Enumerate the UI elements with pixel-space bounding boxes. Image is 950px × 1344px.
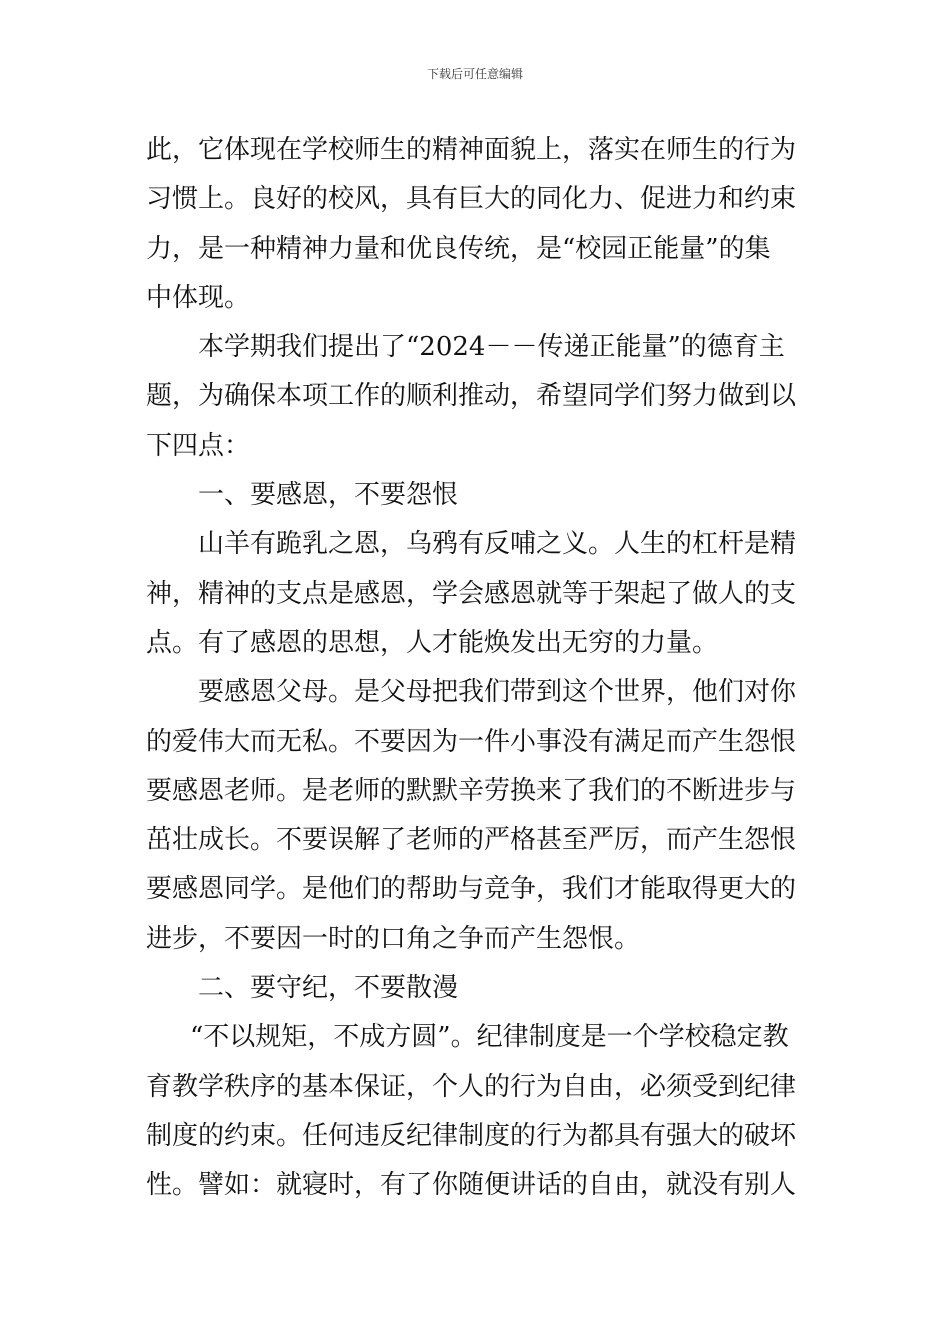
- text-line: 点。有了感恩的思想，人才能焕发出无穷的力量。: [146, 627, 719, 658]
- section-heading: 二、要守纪，不要散漫: [198, 973, 459, 1004]
- page-header: 下载后可任意编辑: [426, 67, 523, 81]
- text-line: 题，为确保本项工作的顺利推动，希望同学们努力做到以: [146, 381, 797, 412]
- text-line: 神，精神的支点是感恩，学会感恩就等于架起了做人的支: [146, 578, 797, 609]
- text-line: 育教学秩序的基本保证，个人的行为自由，必须受到纪律: [146, 1071, 797, 1102]
- text-line: 中体现。: [146, 282, 251, 313]
- text-line: 力，是一种精神力量和优良传统，是“校园正能量”的集: [146, 233, 771, 264]
- text-line: 性。譬如：就寝时，有了你随便讲话的自由，就没有别人: [146, 1170, 797, 1201]
- document-body: [146, 126, 810, 1211]
- text-line: 要感恩父母。是父母把我们带到这个世界，他们对你: [198, 677, 797, 708]
- text-line: 进步，不要因一时的口角之争而产生怨恨。: [146, 923, 641, 954]
- section-heading: 一、要感恩，不要怨恨: [198, 480, 459, 511]
- text-line: 要感恩老师。是老师的默默辛劳换来了我们的不断进步与: [146, 775, 797, 806]
- text-line: 山羊有跪乳之恩，乌鸦有反哺之义。人生的杠杆是精: [198, 529, 797, 560]
- text-line: 茁壮成长。不要误解了老师的严格甚至严厉，而产生怨恨: [146, 825, 797, 856]
- text-line: 制度的约束。任何违反纪律制度的行为都具有强大的破坏: [146, 1120, 797, 1151]
- text-line: 下四点：: [146, 430, 251, 461]
- text-line: “不以规矩，不成方圆”。纪律制度是一个学校稳定教: [190, 1022, 789, 1053]
- text-line: 习惯上。良好的校风，具有巨大的同化力、促进力和约束: [146, 184, 797, 215]
- text-line: 的爱伟大而无私。不要因为一件小事没有满足而产生怨恨: [146, 726, 797, 757]
- text-line: 本学期我们提出了“2024－－传递正能量”的德育主: [198, 332, 785, 363]
- text-line: 要感恩同学。是他们的帮助与竞争，我们才能取得更大的: [146, 874, 797, 905]
- text-line: 此，它体现在学校师生的精神面貌上，落实在师生的行为: [146, 135, 797, 165]
